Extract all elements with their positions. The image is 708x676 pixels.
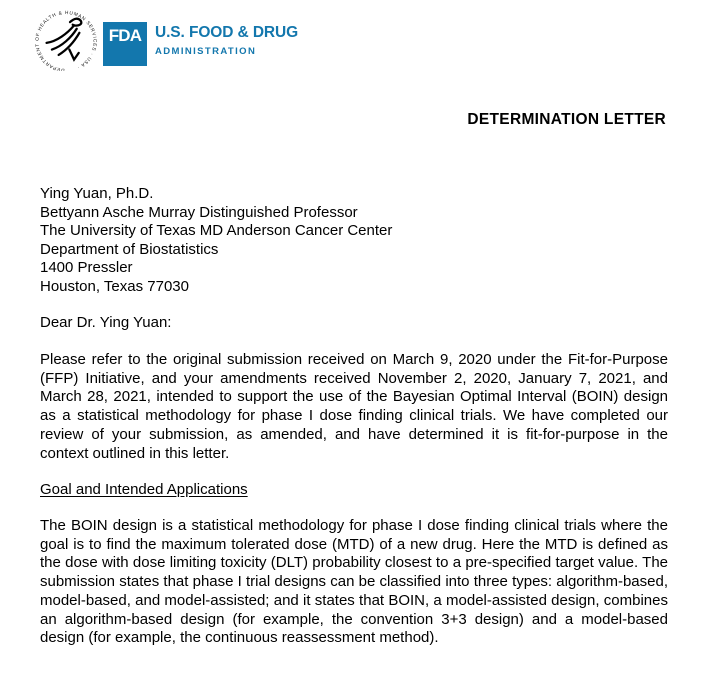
hhs-seal-icon xyxy=(32,8,100,71)
hhs-seal-ring-text: DEPARTMENT OF HEALTH & HUMAN SERVICES · USA · xyxy=(35,10,97,71)
fda-logo-box xyxy=(103,22,147,66)
hhs-eagle-icon xyxy=(47,19,82,60)
recipient-street: 1400 Pressler xyxy=(40,259,133,277)
recipient-institution: The University of Texas MD Anderson Cancer Center xyxy=(40,222,393,240)
fda-monogram: FDA xyxy=(108,26,142,45)
recipient-title: Bettyann Asche Murray Distinguished Professor xyxy=(40,203,358,221)
paragraph-boin-description: The BOIN design is a statistical methodology for phase I dose finding clinical trials where the goal is to find the maximum tolerated dose (MTD) of a new drug. Here the MTD is defined as the dose with dose limiting toxicity (DLT) probability closest to a pre-specified target value. The submission states that phase I trial designs can be classified into three types: algorithm-based, model-based, and model-assisted; and it states that BOIN, a model-assisted design, combines an algorithm-based design (for example, the convention 3+3 design) and a model-based design (for example, the continuous reassessment method). xyxy=(40,517,668,647)
recipient-name: Ying Yuan, Ph.D. xyxy=(40,185,154,202)
recipient-department: Department of Biostatistics xyxy=(40,240,219,258)
recipient-address xyxy=(40,185,392,297)
salutation: Dear Dr. Ying Yuan: xyxy=(40,314,172,331)
paragraph-submission-review: Please refer to the original submission received on March 9, 2020 under the Fit-for-Purpose (FFP) Initiative, and your amendments received November 2, 2020, January 7, 2021, and March 28, 2021, intended to support the use of the Bayesian Optimal Interval (BOIN) design as a statistical methodology for phase I dose finding clinical trials. We have completed our review of your submission, as amended, and have determined it is fit-for-purpose in the context outlined in this letter. xyxy=(40,351,668,462)
fda-wordmark-line2: ADMINISTRATION xyxy=(155,46,257,57)
letter-title: DETERMINATION LETTER xyxy=(467,111,666,128)
fda-wordmark-line1: U.S. FOOD & DRUG xyxy=(155,24,299,41)
section-heading-goal-and-intended-applications: Goal and Intended Applications xyxy=(40,481,248,498)
recipient-city: Houston, Texas 77030 xyxy=(40,277,189,295)
